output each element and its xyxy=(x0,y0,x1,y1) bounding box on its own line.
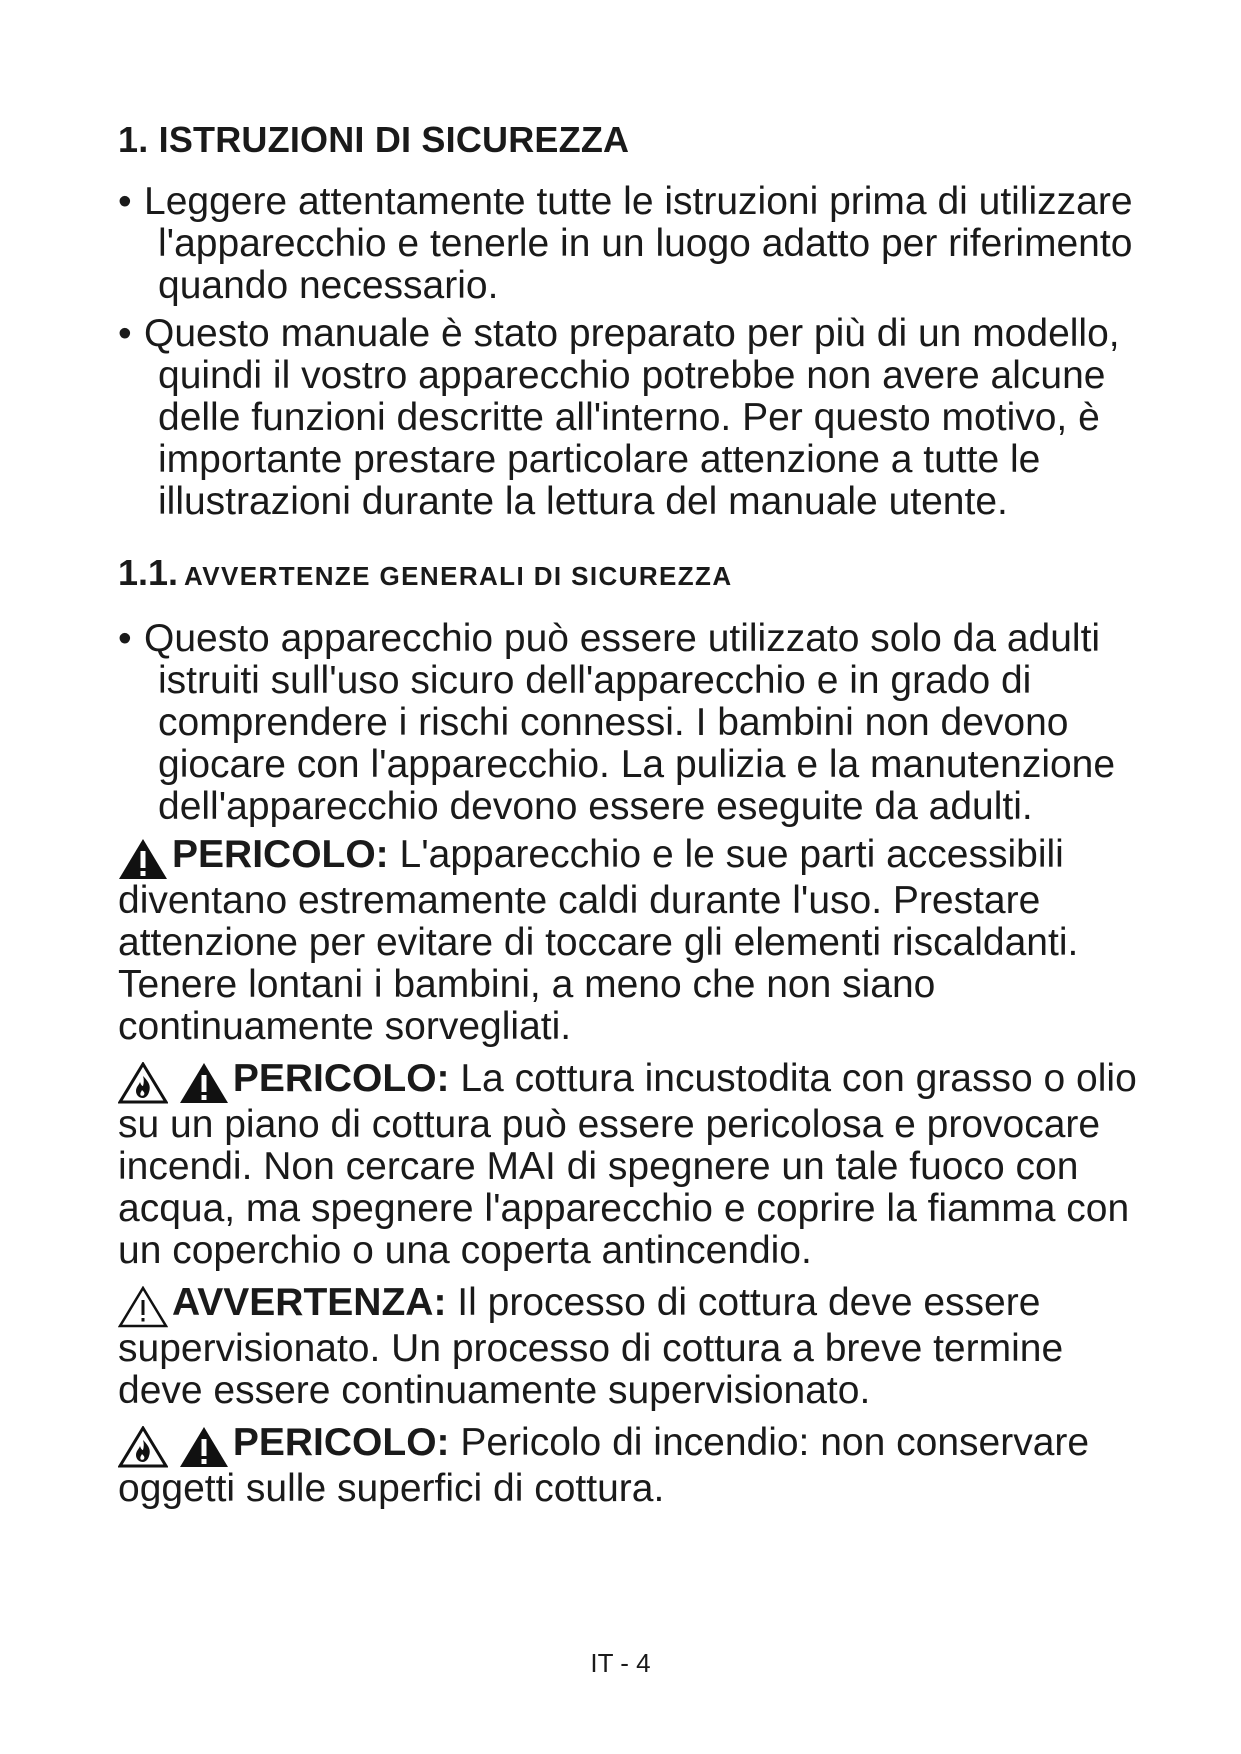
list-item: • Questo manuale è stato preparato per più di un modello, quindi il vostro apparecchio potrebbe non avere alcune delle funzioni descritte all'interno. Per questo motivo, è importante prestare particolare attenzione a tutte le illustrazioni durante la lettura del manuale utente. xyxy=(118,312,1120,524)
caution-icon xyxy=(118,1286,168,1328)
fire-hazard-icon xyxy=(118,1062,168,1104)
warning-block: PERICOLO: L'apparecchio e le sue parti accessibili diventano estremamente caldi durante l'uso. Prestare attenzione per evitare di toccare gli elementi riscaldanti. Tenere lontani i bambini, a meno che non siano continuamente sorvegliati. xyxy=(118,833,1079,1049)
warning-block: PERICOLO: La cottura incustodita con grasso o olio su un piano di cottura può essere pericolosa e provocare incendi. Non cercare MAI di spegnere un tale fuoco con acqua, ma spegnere l'apparecchio e coprire la fiamma con un coperchio o una coperta antincendio. xyxy=(118,1057,1137,1273)
fire-hazard-icon xyxy=(118,1426,168,1468)
list-item: • Leggere attentamente tutte le istruzioni prima di utilizzare l'apparecchio e tenerle in un luogo adatto per riferimento quando necessario. xyxy=(118,180,1133,308)
section-title: 1. ISTRUZIONI DI SICUREZZA xyxy=(118,119,630,160)
danger-icon xyxy=(118,838,168,880)
subsection-title: AVVERTENZE GENERALI DI SICUREZZA xyxy=(184,561,733,592)
subsection-bullets xyxy=(118,618,1138,828)
warning-block: PERICOLO: Pericolo di incendio: non conservare oggetti sulle superfici di cottura. xyxy=(118,1421,1090,1511)
section-bullets xyxy=(118,181,1138,523)
danger-icon xyxy=(179,1426,229,1468)
page-number: IT - 4 xyxy=(590,1648,651,1678)
subsection-number: 1.1. xyxy=(118,552,179,594)
manual-page xyxy=(118,118,1138,1520)
list-item: • Questo apparecchio può essere utilizzato solo da adulti istruiti sull'uso sicuro dell'apparecchio e in grado di comprendere i rischi connessi. I bambini non devono giocare con l'apparecchio. La pulizia e la manutenzione dell'apparecchio devono essere eseguite da adulti. xyxy=(118,617,1116,829)
danger-icon xyxy=(179,1062,229,1104)
subsection-heading xyxy=(118,551,1138,594)
warning-block: AVVERTENZA: Il processo di cottura deve essere supervisionato. Un processo di cottura a breve termine deve essere continuamente supervisionato. xyxy=(118,1281,1064,1413)
